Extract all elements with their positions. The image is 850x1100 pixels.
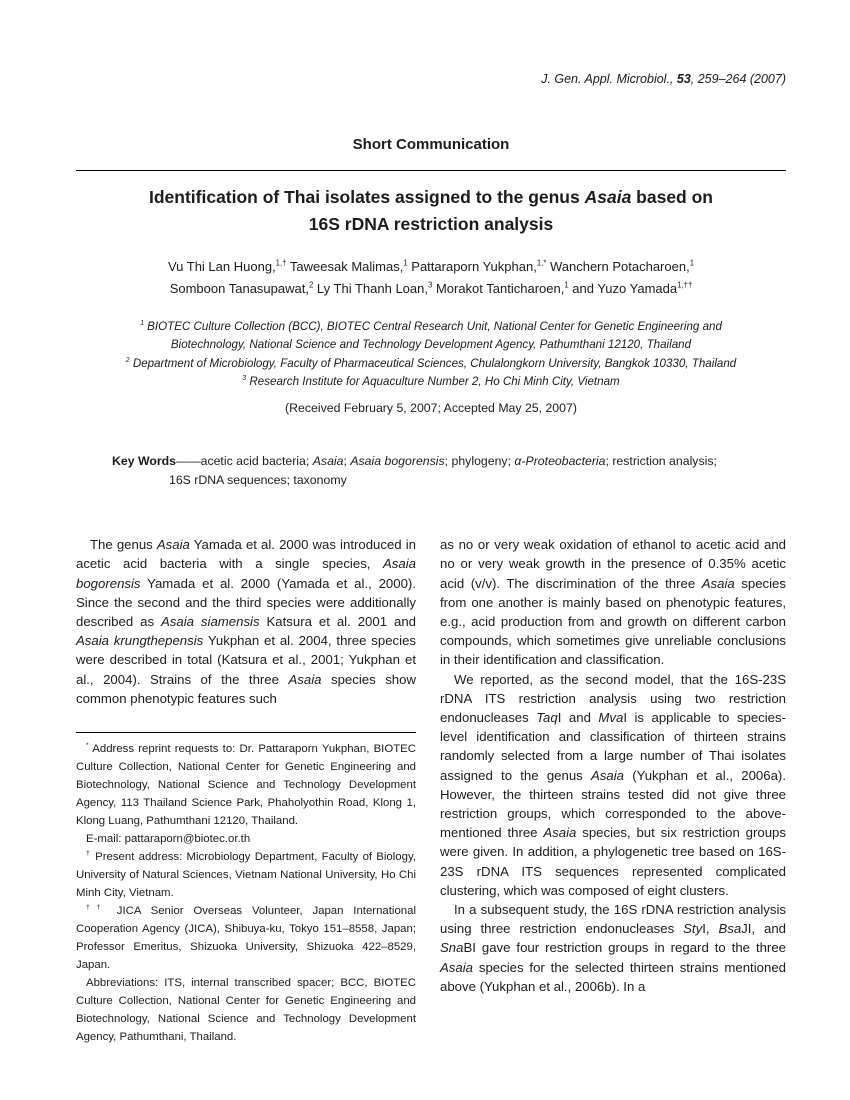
footnotes-block: [76, 740, 416, 1046]
affiliation-2: $^2$ Department of Microbiology, Faculty of Pharmaceutical Sciences, Chulalongkorn University, Bangkok 10330, Thailand: [125, 356, 737, 370]
footnote-rule: [76, 732, 416, 733]
article-title: Identification of Thai isolates assigned to the genus Asaia based on 16S rDNA restriction analysis: [148, 187, 713, 234]
footnote-jica: †† JICA Senior Overseas Volunteer, Japan International Cooperation Agency (JICA), Shibuya-ku, Tokyo 151–8558, Japan; Professor Emeritus, Shizuoka University, Shizuoka 422–8529, Japan.: [76, 904, 416, 972]
header-rule: [76, 170, 786, 171]
body-paragraph: as no or very weak oxidation of ethanol to acetic acid and no or very weak growth in the presence of 0.35% acetic acid (v/v). The discrimination of the three Asaia species from one another is mainly based on phenotypic features, e.g., acid production from and growth on different carbon compounds, which sometimes give unreliable conclusions in their identification and classification.: [440, 537, 786, 668]
received-accepted-line: (Received February 5, 2007; Accepted May 25, 2007): [285, 401, 577, 416]
left-column: [76, 535, 416, 1046]
footnote-reprint-requests: * Address reprint requests to: Dr. Pattaraporn Yukphan, BIOTEC Culture Collection, National Center for Genetic Engineering and Biotechnology, National Science and Technology Development Agency, 113 Thailand Science Park, Phaholyothin Road, Klong 1, Klong Luang, Pathumthani 12120, Thailand.: [76, 742, 416, 828]
section-label: Short Communication: [352, 136, 510, 153]
right-column: [440, 535, 786, 1046]
journal-citation: J. Gen. Appl. Microbiol., 53, 259–264 (2007): [541, 72, 786, 86]
footnote-abbreviations: Abbreviations: ITS, internal transcribed spacer; BCC, BIOTEC Culture Collection, National Center for Genetic Engineering and Biotechnology, National Science and Technology Development Agency, Pathumthani, Thailand.: [76, 977, 416, 1044]
body-columns: [76, 535, 786, 1046]
body-paragraph: In a subsequent study, the 16S rDNA restriction analysis using three restriction endonucleases StyI, BsaJI, and SnaBI gave four restriction groups in regard to the three Asaia species for the selected thirteen strains mentioned above (Yukphan et al., 2006b). In a: [440, 902, 787, 994]
affiliation-1: $^1$ BIOTEC Culture Collection (BCC), BIOTEC Central Research Unit, National Center for Genetic Engineering and Biotechnology, National Science and Technology Development Agency, Pathumthani 12120, Thailand: [140, 320, 722, 352]
footnote-email: E-mail: pattaraporn@biotec.or.th: [86, 833, 251, 846]
affiliation-list: [76, 318, 786, 391]
author-list: Vu Thi Lan Huong,$^{1,\dagger}$ Taweesak Malimas,$^1$ Pattaraporn Yukphan,$^{1,*}$ Wanchern Potacharoen,$^1$ Somboon Tanasupawat,$^2$ Ly Thi Thanh Loan,$^3$ Morakot Tanticharoen,$^1$ and Yuzo Yamada$^{1,\dagger\dagger}$: [167, 258, 695, 296]
footnote-present-address: † Present address: Microbiology Department, Faculty of Biology, University of Natural Sciences, Vietnam National University, Ho Chi Minh City, Vietnam.: [76, 850, 416, 900]
body-paragraph: The genus Asaia Yamada et al. 2000 was introduced in acetic acid bacteria with a single species, Asaia bogorensis Yamada et al. 2000 (Yamada et al., 2000). Since the second and the third species were additionally described as Asaia siamensis Katsura et al. 2001 and Asaia krungthepensis Yukphan et al. 2004, three species were described in total (Katsura et al., 2001; Yukphan et al., 2004). Strains of the three Asaia species show common phenotypic features such: [76, 537, 417, 706]
body-paragraph: We reported, as the second model, that the 16S-23S rDNA ITS restriction analysis using two restriction endonucleases TaqI and MvaI is applicable to species-level identification and classification of thirteen strains randomly selected from a large number of Thai isolates assigned to the genus Asaia (Yukphan et al., 2006a). However, the thirteen strains tested did not give three restriction groups, which corresponded to the above-mentioned three Asaia species, but six restriction groups were given. In addition, a phylogenetic tree based on 16S-23S rDNA ITS sequences represented complicated clustering, which was composed of eight clusters.: [440, 671, 786, 898]
keywords-block: Key Words——acetic acid bacteria; Asaia; Asaia bogorensis; phylogeny; α-Proteobacteria; restriction analysis; 16S rDNA sequences; taxonomy: [112, 454, 717, 488]
affiliation-3: $^3$ Research Institute for Aquaculture Number 2, Ho Chi Minh City, Vietnam: [242, 374, 620, 388]
